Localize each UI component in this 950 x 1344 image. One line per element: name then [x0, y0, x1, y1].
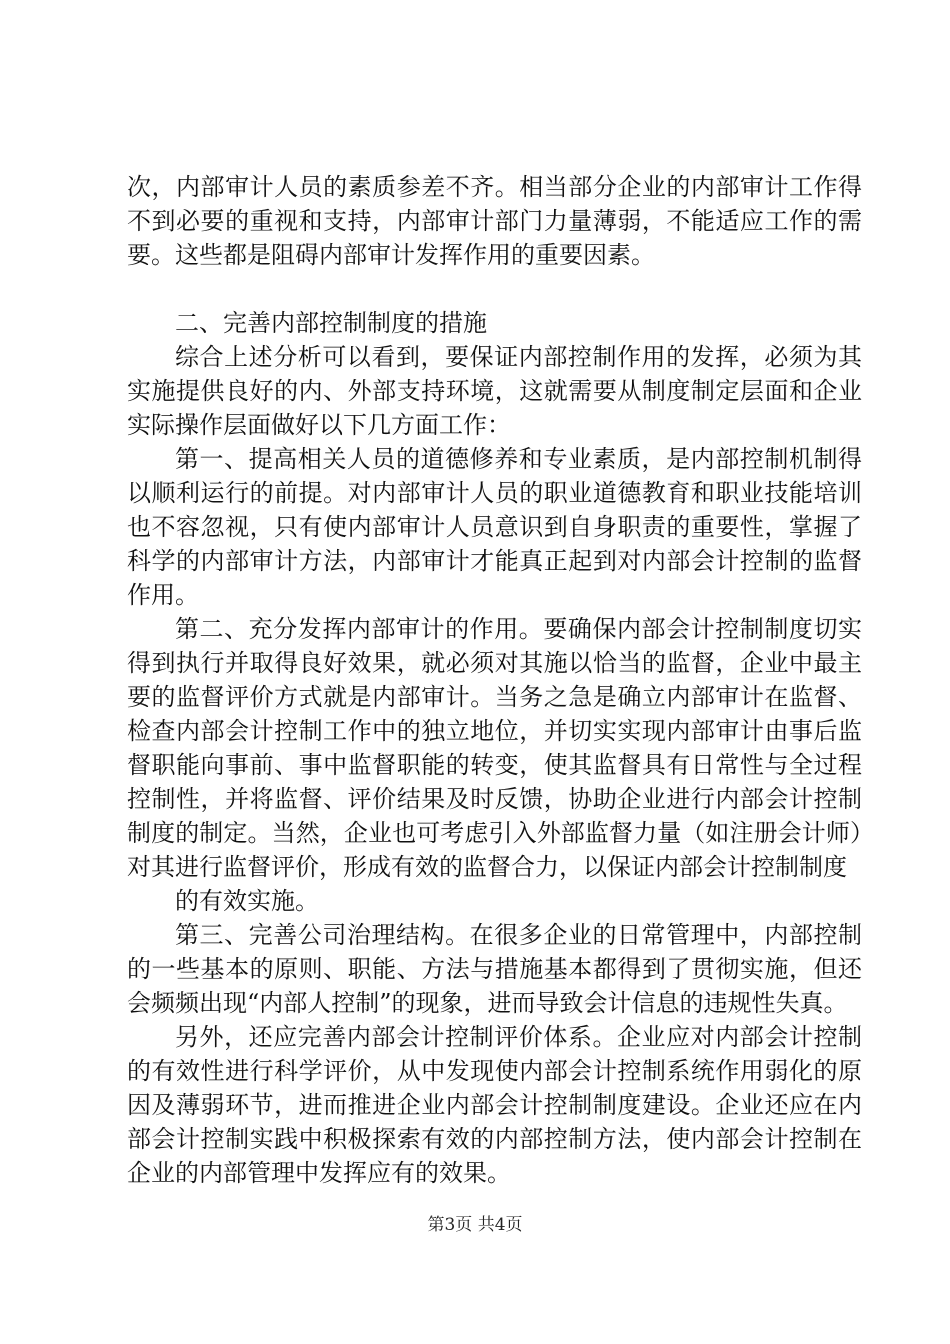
document-body	[127, 170, 862, 1190]
paragraph-first-measure: 第一、提高相关人员的道德修养和专业素质，是内部控制机制得以顺利运行的前提。对内部审计人员的职业道德教育和职业技能培训也不容忽视，只有使内部审计人员意识到自身职责的重要性，掌握了科学的内部审计方法，内部审计才能真正起到对内部会计控制的监督作用。	[127, 445, 862, 609]
section-heading: 二、完善内部控制制度的措施	[175, 309, 487, 337]
paragraph-additional-measure: 另外，还应完善内部会计控制评价体系。企业应对内部会计控制的有效性进行科学评价，从中发现使内部会计控制系统作用弱化的原因及薄弱环节，进而推进企业内部会计控制制度建设。企业还应在内部会计控制实践中积极探索有效的内部控制方法，使内部会计控制在企业的内部管理中发挥应有的效果。	[127, 1023, 862, 1187]
paragraph-second-measure: 第二、充分发挥内部审计的作用。要确保内部会计控制制度切实得到执行并取得良好效果，就必须对其施以恰当的监督，企业中最主要的监督评价方式就是内部审计。当务之急是确立内部审计在监督、检查内部会计控制工作中的独立地位，并切实实现内部审计由事后监督职能向事前、事中监督职能的转变，使其监督具有日常性与全过程控制性，并将监督、评价结果及时反馈，协助企业进行内部会计控制制度的制定。当然，企业也可考虑引入外部监督力量（如注册会计师）对其进行监督评价，形成有效的监督合力，以保证内部会计控制制度	[127, 615, 862, 881]
paragraph-intro: 综合上述分析可以看到，要保证内部控制作用的发挥，必须为其实施提供良好的内、外部支持环境，这就需要从制度制定层面和企业实际操作层面做好以下几方面工作：	[127, 343, 862, 439]
paragraph-second-measure-continued: 的有效实施。	[175, 887, 319, 915]
paragraph-continued: 次，内部审计人员的素质参差不齐。相当部分企业的内部审计工作得不到必要的重视和支持，内部审计部门力量薄弱，不能适应工作的需要。这些都是阻碍内部审计发挥作用的重要因素。	[127, 173, 862, 269]
page-number-footer: 第3页 共4页	[427, 1215, 523, 1235]
paragraph-third-measure: 第三、完善公司治理结构。在很多企业的日常管理中，内部控制的一些基本的原则、职能、方法与措施基本都得到了贯彻实施，但还会频频出现“内部人控制”的现象，进而导致会计信息的违规性失真。	[127, 921, 862, 1017]
